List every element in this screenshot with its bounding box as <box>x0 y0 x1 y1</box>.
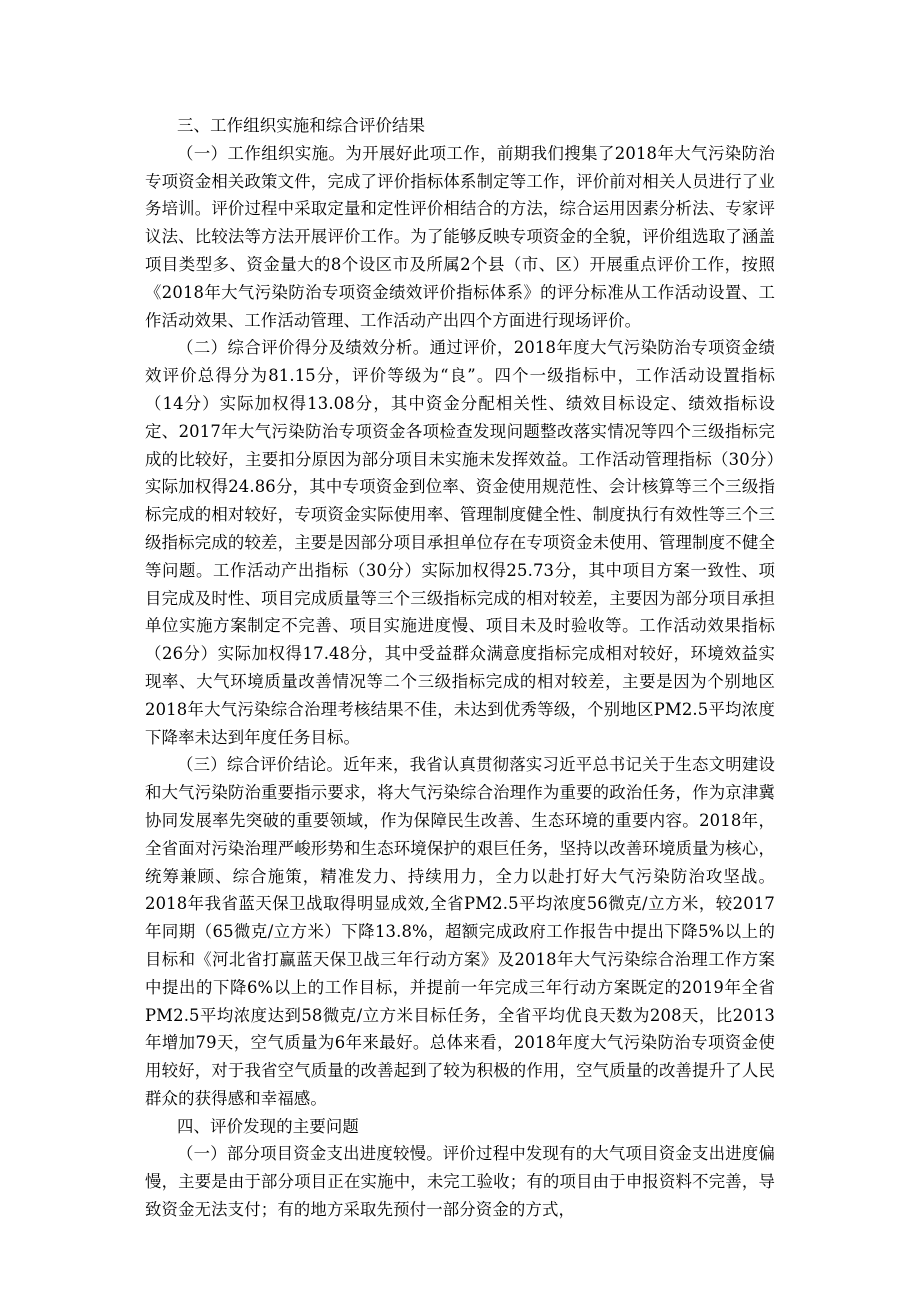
paragraph-slow-spending: （一）部分项目资金支出进度较慢。评价过程中发现有的大气项目资金支出进度偏慢，主要是由于部分项目正在实施中，未完工验收；有的项目由于申报资料不完善，导致资金无法支付；有的地方采取先预付一部分资金的方式， <box>145 1144 775 1220</box>
paragraph-work-implementation: （一）工作组织实施。为开展好此项工作，前期我们搜集了2018年大气污染防治专项资金相关政策文件，完成了评价指标体系制定等工作，评价前对相关人员进行了业务培训。评价过程中采取定量和定性评价相结合的方法，综合运用因素分析法、专家评议法、比较法等方法开展评价工作。为了能够反映专项资金的全貌，评价组选取了涵盖项目类型多、资金量大的8个设区市及所属2个县（市、区）开展重点评价工作，按照《2018年大气污染防治专项资金绩效评价指标体系》的评分标准从工作活动设置、工作活动效果、工作活动管理、工作活动产出四个方面进行现场评价。 <box>145 143 775 330</box>
document-body <box>145 112 775 1224</box>
section-heading-4: 四、评价发现的主要问题 <box>177 1116 359 1136</box>
section-heading-3: 三、工作组织实施和综合评价结果 <box>177 116 426 135</box>
paragraph-score-analysis: （二）综合评价得分及绩效分析。通过评价，2018年度大气污染防治专项资金绩效评价总得分为81.15分，评价等级为“良”。四个一级指标中，工作活动设置指标（14分）实际加权得13.08分，其中资金分配相关性、绩效目标设定、绩效指标设定、2017年大气污染防治专项资金各项检查发现问题整改落实情况等四个三级指标完成的比较好，主要扣分原因为部分项目未实施未发挥效益。工作活动管理指标（30分）实际加权得24.86分，其中专项资金到位率、资金使用规范性、会计核算等三个三级指标完成的相对较好，专项资金实际使用率、管理制度健全性、制度执行有效性等三个三级指标完成的较差，主要是因部分项目承担单位存在专项资金未使用、管理制度不健全等问题。工作活动产出指标（30分）实际加权得25.73分，其中项目方案一致性、项目完成及时性、项目完成质量等三个三级指标完成的相对较差，主要因为部分项目承担单位实施方案制定不完善、项目实施进度慢、项目未及时验收等。工作活动效果指标（26分）实际加权得17.48分，其中受益群众满意度指标完成相对较好，环境效益实现率、大气环境质量改善情况等二个三级指标完成的相对较差，主要是因为个别地区2018年大气污染综合治理考核结果不佳，未达到优秀等级，个别地区PM2.5平均浓度下降率未达到年度任务目标。 <box>145 338 775 747</box>
paragraph-evaluation-conclusion: （三）综合评价结论。近年来，我省认真贯彻落实习近平总书记关于生态文明建设和大气污染防治重要指示要求，将大气污染综合治理作为重要的政治任务，作为京津冀协同发展率先突破的重要领域，作为保障民生改善、生态环境的重要内容。2018年，全省面对污染治理严峻形势和生态环境保护的艰巨任务，坚持以改善环境质量为核心，统筹兼顾、综合施策，精准发力、持续用力，全力以赴打好大气污染防治攻坚战。2018年我省蓝天保卫战取得明显成效,全省PM2.5平均浓度56微克/立方米，较2017年同期（65微克/立方米）下降13.8%，超额完成政府工作报告中提出下降5%以上的目标和《河北省打赢蓝天保卫战三年行动方案》及2018年大气污染综合治理工作方案中提出的下降6%以上的工作目标，并提前一年完成三年行动方案既定的2019年全省PM2.5平均浓度达到58微克/立方米目标任务，全省平均优良天数为208天，比2013年增加79天，空气质量为6年来最好。总体来看，2018年度大气污染防治专项资金使用较好，对于我省空气质量的改善起到了较为积极的作用，空气质量的改善提升了人民群众的获得感和幸福感。 <box>145 755 775 1108</box>
